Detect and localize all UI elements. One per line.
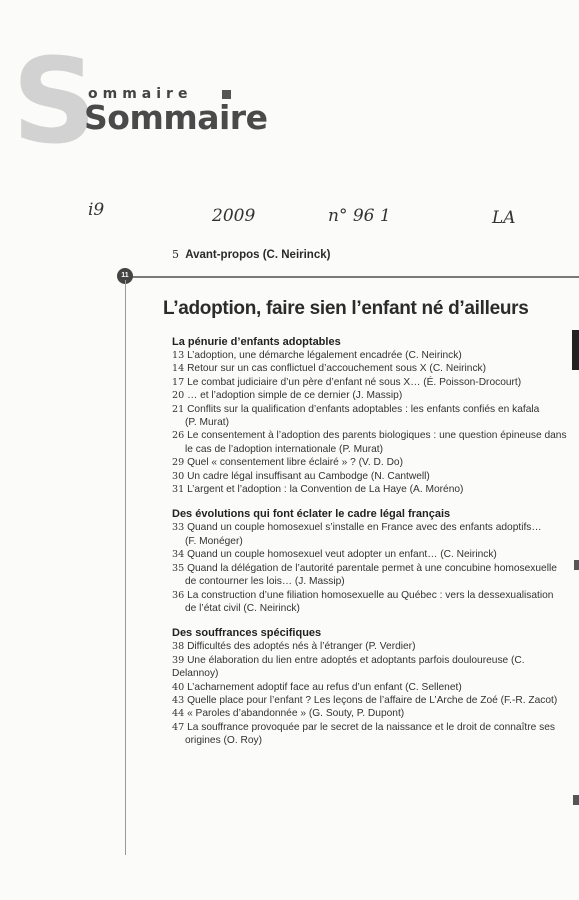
toc-entry-continuation: origines (O. Roy) — [185, 735, 262, 747]
toc-entry-title: Quand un couple homosexuel veut adopter un enfant… (C. Neirinck) — [187, 549, 497, 561]
toc-entry-continuation: le cas de l’adoption internationale (P. Murat) — [185, 443, 384, 455]
toc-entry-page: 40 — [172, 681, 185, 693]
toc-entry-title: Une élaboration du lien entre adoptés et adoptants parfois douloureuse (C. Delannoy) — [172, 654, 525, 680]
toc-entry-page: 21 — [172, 403, 185, 415]
toc-entry — [172, 521, 572, 548]
table-of-contents — [172, 335, 572, 759]
toc-entry-page: 33 — [172, 522, 185, 534]
margin-line — [125, 280, 126, 855]
handwritten-note-1: i9 — [88, 200, 105, 220]
toc-entry-title: … et l’adoption simple de ce dernier (J. Massip) — [187, 390, 403, 402]
toc-entry-page: 47 — [172, 721, 185, 733]
handwritten-note-3: n° 96 1 — [328, 206, 391, 226]
page-badge: 11 — [117, 268, 133, 284]
toc-entry-title: La souffrance provoquée par le secret de la naissance et le droit de connaître ses — [187, 721, 555, 733]
toc-entry-page: 14 — [172, 363, 185, 375]
toc-entry-page: 36 — [172, 589, 185, 601]
toc-entry — [172, 349, 572, 362]
toc-entry — [172, 707, 572, 720]
toc-group-heading: Des souffrances spécifiques — [172, 627, 322, 640]
handwritten-note-4: LA — [492, 208, 516, 228]
logo-big-letter: S — [12, 32, 95, 170]
toc-entry-continuation: de contourner les lois… (J. Massip) — [185, 576, 345, 588]
toc-entry — [172, 429, 572, 456]
toc-entry-continuation: de l’état civil (C. Neirinck) — [185, 602, 300, 614]
toc-entry-title: Le combat judiciaire d’un père d’enfant né sous X… (É. Poisson-Drocourt) — [187, 376, 522, 388]
toc-entry-title: L’acharnement adoptif face au refus d’un enfant (C. Sellenet) — [187, 681, 462, 693]
toc-entry — [172, 483, 572, 496]
toc-entry-title: Un cadre légal insuffisant au Cambodge (N. Cantwell) — [187, 470, 430, 482]
toc-entry-title: La construction d’une filiation homosexuelle au Québec : vers la dessexualisation — [187, 589, 554, 601]
toc-entry-page: 13 — [172, 350, 185, 361]
toc-entry-page: 31 — [172, 484, 185, 496]
toc-entry-page: 29 — [172, 457, 185, 469]
toc-entry-continuation: (F. Monéger) — [185, 535, 243, 547]
toc-entry — [172, 694, 572, 707]
toc-entry-page: 20 — [172, 390, 185, 402]
toc-entry — [172, 470, 572, 483]
avant-propos-entry — [172, 248, 330, 261]
section-title: L’adoption, faire sien l’enfant né d’ailleurs — [163, 298, 529, 319]
toc-entry-page: 44 — [172, 708, 185, 720]
toc-entry-page: 39 — [172, 654, 185, 666]
scan-edge-mark — [572, 330, 579, 370]
avant-propos-page: 5 — [172, 248, 179, 261]
toc-entry — [172, 640, 572, 653]
toc-group-heading: Des évolutions qui font éclater le cadre légal français — [172, 508, 451, 521]
toc-entry — [172, 403, 572, 430]
toc-entry-continuation: (P. Murat) — [185, 417, 229, 429]
handwritten-note-2: 2009 — [212, 206, 256, 226]
toc-entry — [172, 389, 572, 402]
toc-entry-page: 43 — [172, 694, 185, 706]
toc-entry-page: 38 — [172, 641, 185, 653]
toc-entry-page: 26 — [172, 430, 185, 442]
toc-entry-title: « Paroles d’abandonnée » (G. Souty, P. Dupont) — [187, 708, 405, 720]
toc-entry-page: 35 — [172, 562, 185, 574]
scan-edge-mark — [573, 795, 579, 805]
toc-entry-title: Conflits sur la qualification d’enfants adoptables : les enfants confiés en kafala — [187, 403, 540, 415]
toc-entry-page: 17 — [172, 376, 185, 388]
toc-entry-title: L’argent et l’adoption : la Convention de La Haye (A. Moréno) — [187, 484, 464, 496]
toc-group — [172, 626, 572, 747]
toc-group — [172, 335, 572, 496]
toc-entry — [172, 376, 572, 389]
toc-entry-page: 30 — [172, 470, 185, 482]
toc-entry — [172, 562, 572, 589]
logo-small-text: ommaire — [88, 86, 193, 102]
toc-entry-page: 34 — [172, 549, 185, 561]
avant-propos-text: Avant-propos (C. Neirinck) — [185, 249, 331, 261]
toc-entry — [172, 456, 572, 469]
toc-entry-title: Quand la délégation de l’autorité parentale permet à une concubine homosexuelle — [187, 562, 557, 574]
toc-entry — [172, 548, 572, 561]
logo-title: Sommaire — [84, 98, 268, 137]
toc-entry — [172, 654, 572, 681]
scan-edge-mark — [574, 560, 579, 570]
toc-entry-title: L’adoption, une démarche légalement encadrée (C. Neirinck) — [187, 350, 462, 361]
section-rule — [122, 276, 579, 278]
toc-entry-title: Le consentement à l’adoption des parents biologiques : une question épineuse dans — [187, 430, 567, 442]
toc-entry-title: Quelle place pour l’enfant ? Les leçons de l’affaire de L’Arche de Zoé (F.-R. Zacot) — [187, 694, 558, 706]
toc-entry — [172, 681, 572, 694]
toc-entry-title: Quel « consentement libre éclairé » ? (V. D. Do) — [187, 457, 403, 469]
toc-entry — [172, 589, 572, 616]
toc-entry-title: Difficultés des adoptés nés à l’étranger (P. Verdier) — [187, 641, 416, 653]
toc-group — [172, 507, 572, 615]
toc-entry-title: Retour sur un cas conflictuel d’accouchement sous X (C. Neirinck) — [187, 363, 487, 375]
toc-group-heading: La pénurie d’enfants adoptables — [172, 336, 341, 348]
toc-entry-title: Quand un couple homosexuel s’installe en France avec des enfants adoptifs… — [187, 522, 542, 534]
toc-entry — [172, 362, 572, 375]
toc-entry — [172, 721, 572, 748]
